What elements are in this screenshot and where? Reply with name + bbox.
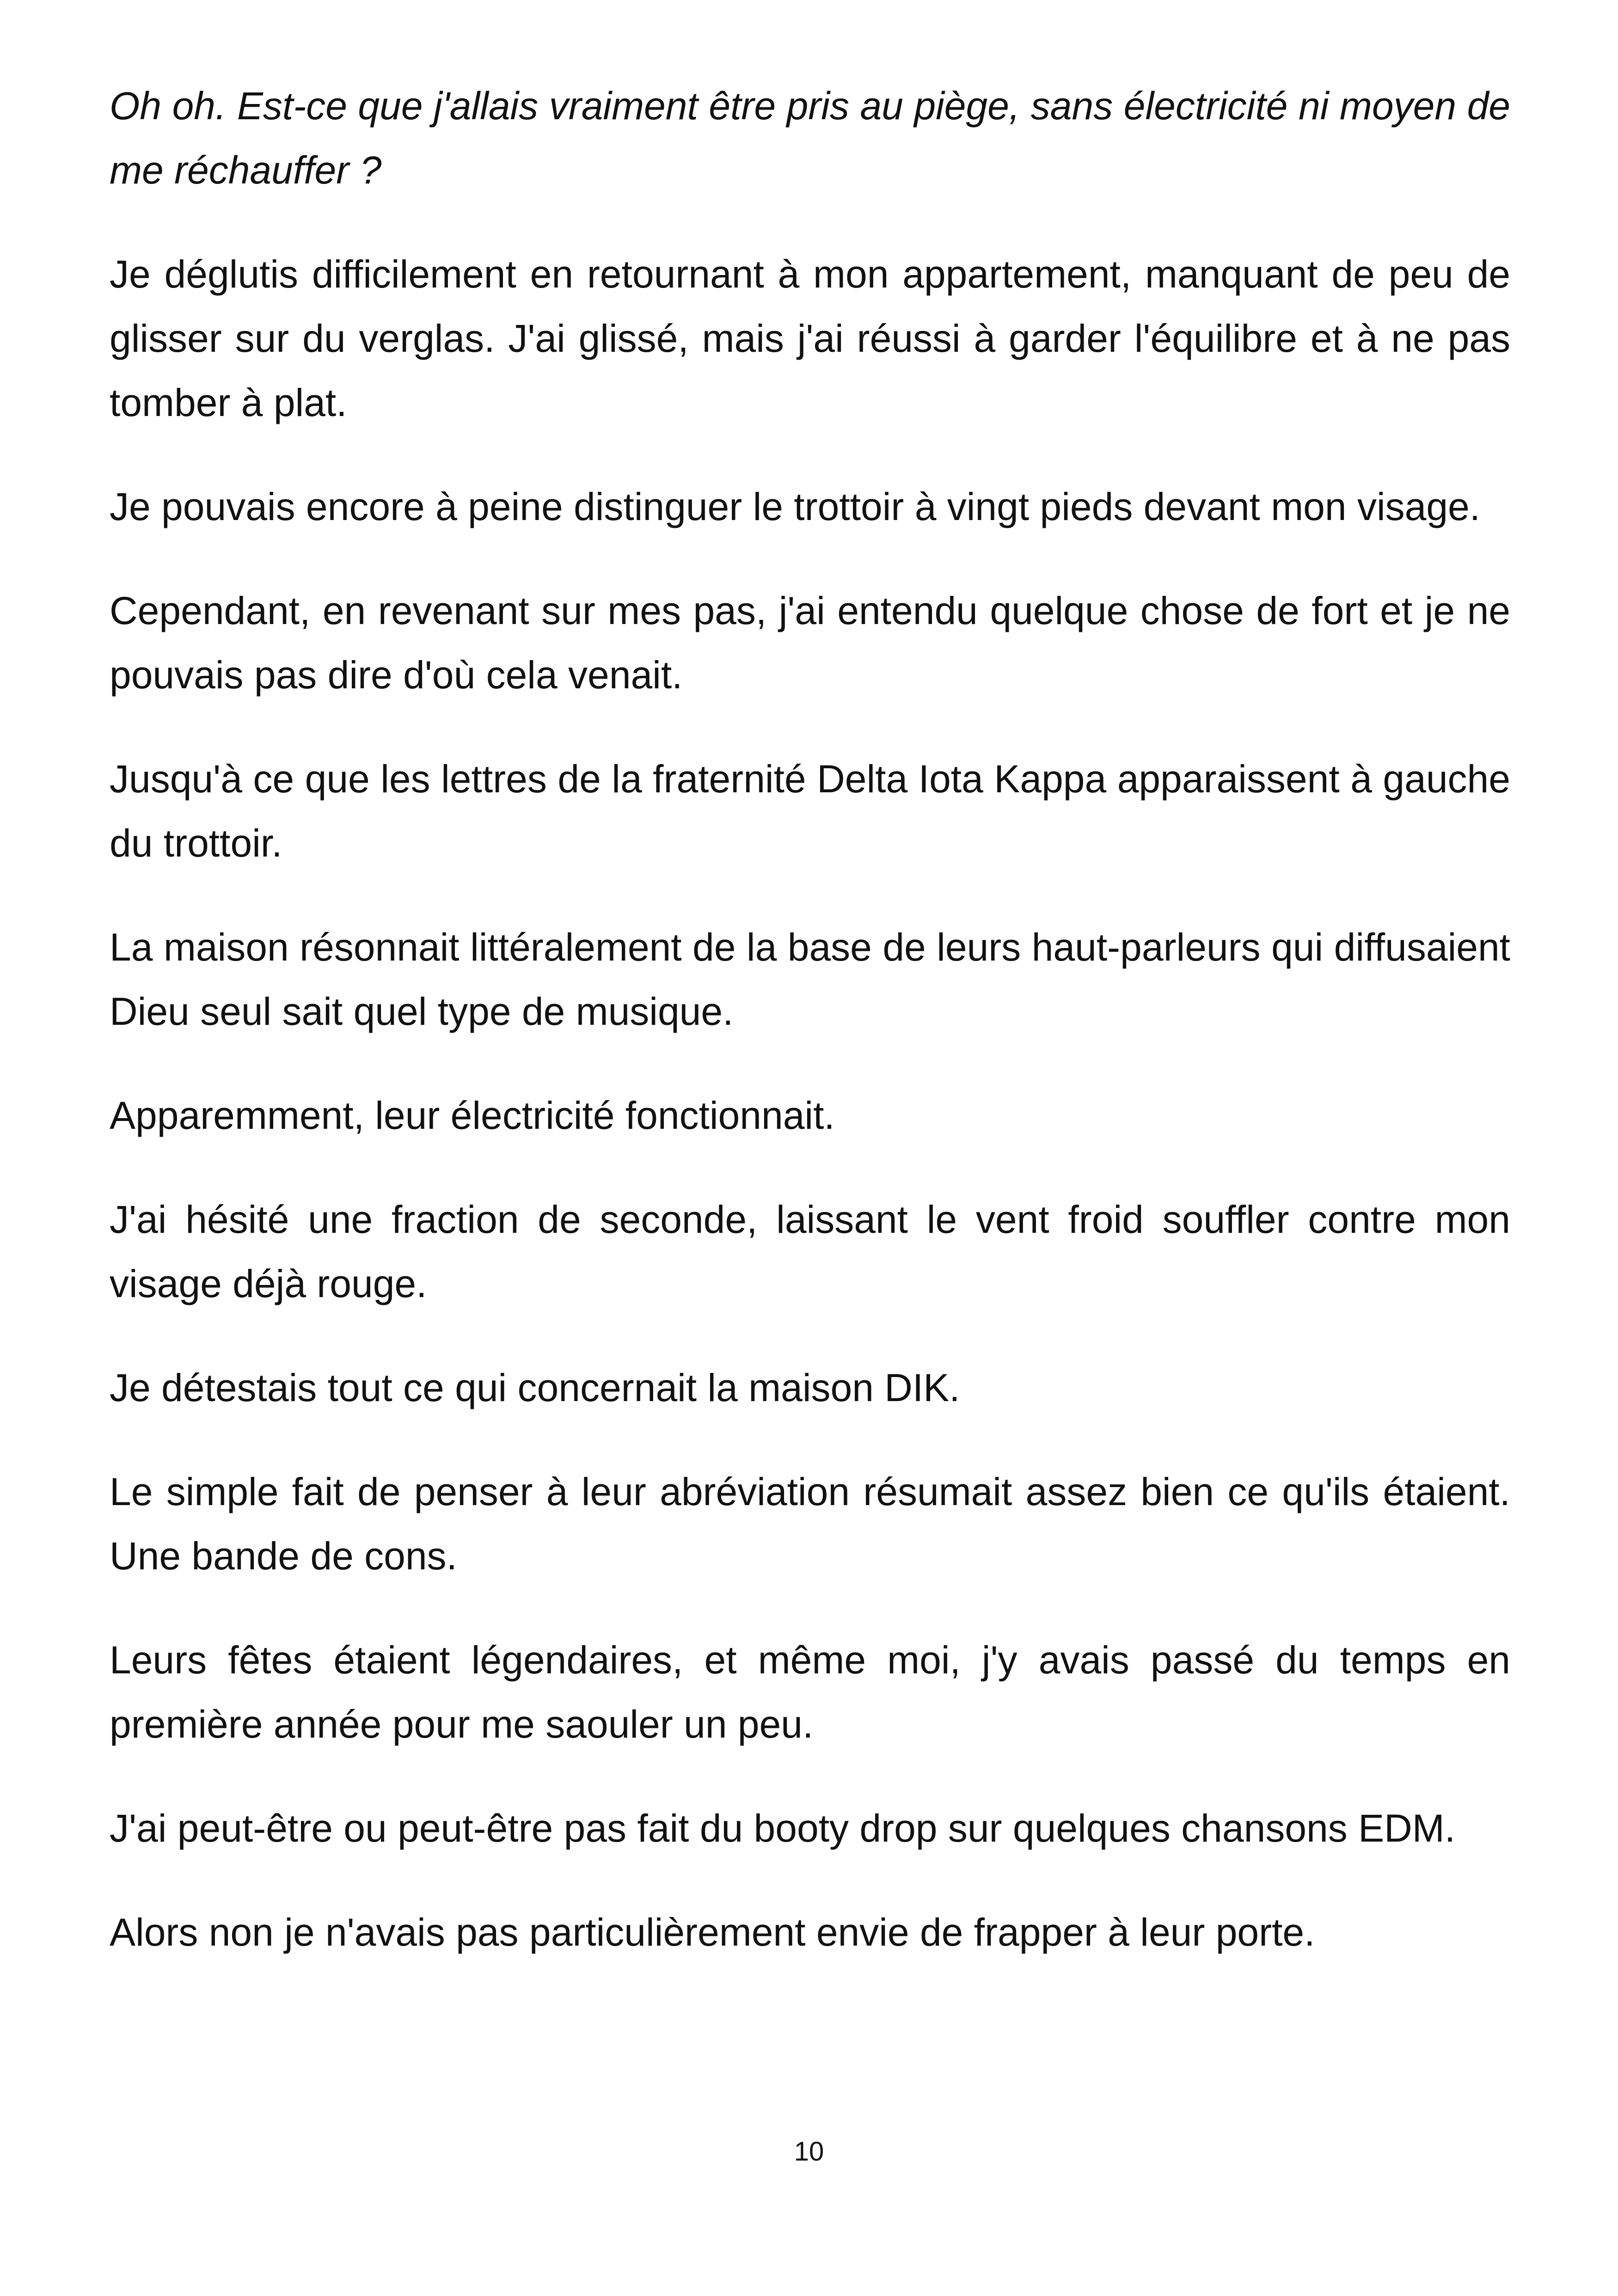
paragraph: J'ai hésité une fraction de seconde, laissant le vent froid souffler contre mon visage déjà rouge. xyxy=(110,1198,1510,1305)
paragraph: Le simple fait de penser à leur abréviation résumait assez bien ce qu'ils étaient. Une bande de cons. xyxy=(110,1470,1510,1578)
paragraph: Jusqu'à ce que les lettres de la fraternité Delta Iota Kappa apparaissent à gauche du trottoir. xyxy=(110,757,1510,865)
paragraph: Je pouvais encore à peine distinguer le trottoir à vingt pieds devant mon visage. xyxy=(110,485,1481,528)
paragraph: J'ai peut-être ou peut-être pas fait du booty drop sur quelques chansons EDM. xyxy=(110,1806,1456,1850)
paragraph: Alors non je n'avais pas particulièrement envie de frapper à leur porte. xyxy=(110,1910,1315,1954)
paragraph: Apparemment, leur électricité fonctionnait. xyxy=(110,1094,835,1137)
paragraph: Leurs fêtes étaient légendaires, et même moi, j'y avais passé du temps en première année pour me saouler un peu. xyxy=(110,1638,1510,1746)
body-text xyxy=(110,74,1510,2004)
paragraph: Oh oh. Est-ce que j'allais vraiment être pris au piège, sans électricité ni moyen de me réchauffer ? xyxy=(110,84,1510,192)
paragraph: La maison résonnait littéralement de la base de leurs haut-parleurs qui diffusaient Dieu seul sait quel type de musique. xyxy=(110,925,1510,1033)
paragraph: Cependant, en revenant sur mes pas, j'ai entendu quelque chose de fort et je ne pouvais pas dire d'où cela venait. xyxy=(110,589,1510,697)
page-number: 10 xyxy=(794,2137,824,2167)
paragraph: Je détestais tout ce qui concernait la maison DIK. xyxy=(110,1366,960,1409)
paragraph: Je déglutis difficilement en retournant à mon appartement, manquant de peu de glisser sur du verglas. J'ai glissé, mais j'ai réussi à garder l'équilibre et à ne pas tomber à plat. xyxy=(110,252,1510,424)
